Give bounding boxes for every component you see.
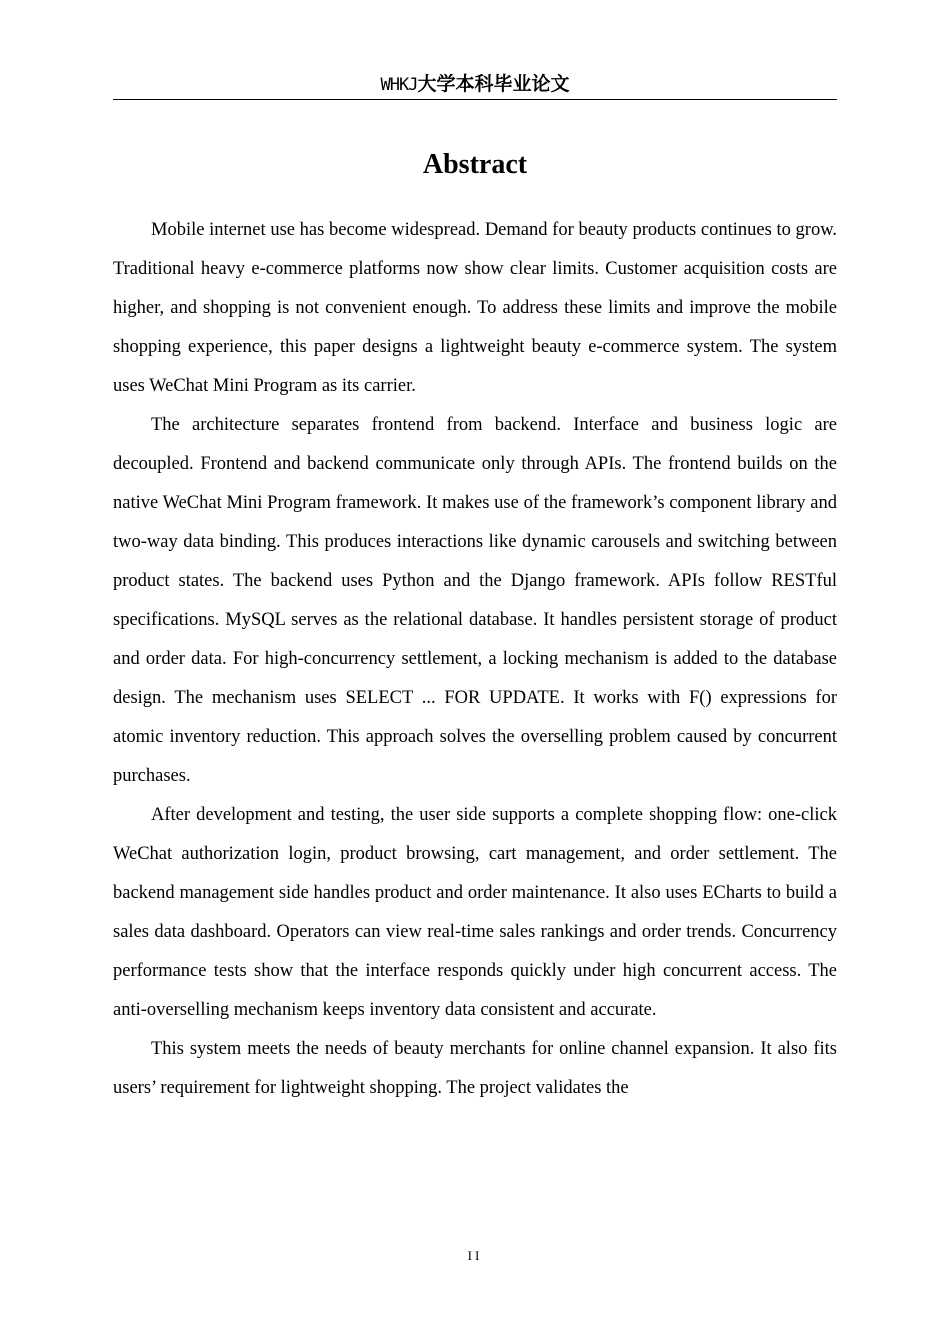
- abstract-paragraph-3: After development and testing, the user side supports a complete shopping flow: one-click WeChat authorization login, product browsing, cart management, and order settlement. The backend management side handles product and order maintenance. It also uses ECharts to build a sales data dashboard. Operators can view real-time sales rankings and order trends. Concurrency performance tests show that the interface responds quickly under high concurrent access. The anti-overselling mechanism keeps inventory data consistent and accurate.: [113, 805, 837, 1020]
- abstract-body: [113, 211, 837, 1108]
- abstract-paragraph-2: The architecture separates frontend from backend. Interface and business logic are decoupled. Frontend and backend communicate only through APIs. The frontend builds on the native WeChat Mini Program framework. It makes use of the framework’s component library and two-way data binding. This produces interactions like dynamic carousels and switching between product states. The backend uses Python and the Django framework. APIs follow RESTful specifications. MySQL serves as the relational database. It handles persistent storage of product and order data. For high-concurrency settlement, a locking mechanism is added to the database design. The mechanism uses SELECT ... FOR UPDATE. It works with F() expressions for atomic inventory reduction. This approach solves the overselling problem caused by concurrent purchases.: [113, 415, 837, 786]
- page-number: II: [467, 1248, 483, 1263]
- running-header: [113, 70, 837, 100]
- header-institution-code: WHKJ: [380, 75, 418, 95]
- abstract-paragraph-4: This system meets the needs of beauty merchants for online channel expansion. It also fits users’ requirement for lightweight shopping. The project validates the: [113, 1039, 837, 1098]
- abstract-paragraph-1: Mobile internet use has become widespread. Demand for beauty products continues to grow. Traditional heavy e-commerce platforms now show clear limits. Customer acquisition costs are higher, and shopping is not convenient enough. To address these limits and improve the mobile shopping experience, this paper designs a lightweight beauty e-commerce system. The system uses WeChat Mini Program as its carrier.: [113, 220, 837, 396]
- abstract-title: Abstract: [422, 149, 528, 180]
- header-thesis-label: 大学本科毕业论文: [417, 73, 570, 95]
